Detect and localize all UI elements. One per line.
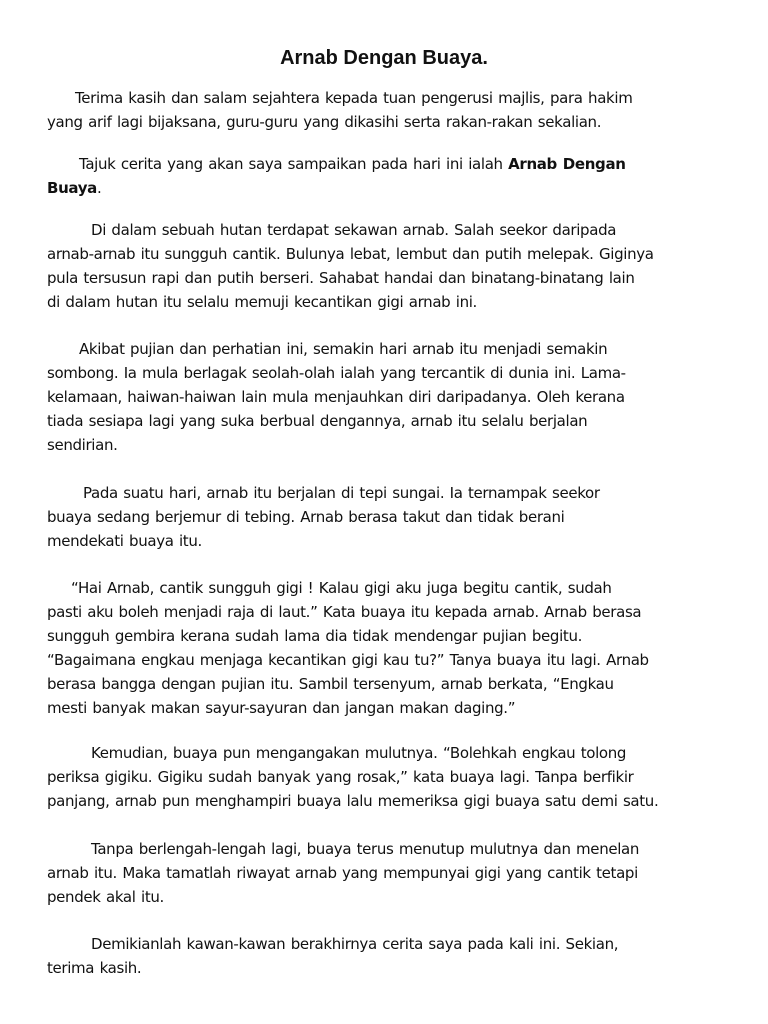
paragraph-hutan: [47, 218, 727, 314]
paragraph-kemudian: [47, 741, 727, 813]
paragraph-line: yang arif lagi bijaksana, guru-guru yang dikasihi serta rakan-rakan sekalian.: [47, 113, 602, 131]
paragraph-line: periksa gigiku. Gigiku sudah banyak yang rosak,” kata buaya lagi. Tanpa berfikir: [47, 768, 634, 786]
paragraph-line: sendirian.: [47, 436, 118, 454]
paragraph-line: “Bagaimana engkau menjaga kecantikan gigi kau tu?” Tanya buaya itu lagi. Arnab: [47, 651, 649, 669]
topic-text: Tajuk cerita yang akan saya sampaikan pada hari ini ialah: [79, 155, 509, 173]
paragraph-line: sombong. Ia mula berlagak seolah-olah ialah yang tercantik di dunia ini. Lama-: [47, 364, 626, 382]
topic-title-bold: Buaya: [47, 179, 97, 197]
paragraph-line: pasti aku boleh menjadi raja di laut.” Kata buaya itu kepada arnab. Arnab berasa: [47, 603, 642, 621]
paragraph-sungai: [47, 481, 727, 553]
paragraph-penutup: [47, 932, 727, 980]
paragraph-line: Demikianlah kawan-kawan berakhirnya cerita saya pada kali ini. Sekian,: [91, 935, 619, 953]
paragraph-line: [47, 152, 727, 176]
paragraph-dialog: [47, 576, 727, 720]
topic-title-bold: Arnab Dengan: [508, 155, 626, 173]
paragraph-line: buaya sedang berjemur di tebing. Arnab berasa takut dan tidak berani: [47, 508, 565, 526]
paragraph-line: Terima kasih dan salam sejahtera kepada tuan pengerusi majlis, para hakim: [75, 89, 633, 107]
topic-text: .: [96, 179, 102, 197]
paragraph-line: berasa bangga dengan pujian itu. Sambil tersenyum, arnab berkata, “Engkau: [47, 675, 614, 693]
paragraph-line: kelamaan, haiwan-haiwan lain mula menjauhkan diri daripadanya. Oleh kerana: [47, 388, 625, 406]
paragraph-line: arnab-arnab itu sungguh cantik. Bulunya lebat, lembut dan putih melepak. Giginya: [47, 245, 654, 263]
paragraph-line: Akibat pujian dan perhatian ini, semakin hari arnab itu menjadi semakin: [79, 340, 608, 358]
paragraph-line: Kemudian, buaya pun mengangakan mulutnya. “Bolehkah engkau tolong: [91, 744, 627, 762]
paragraph-line: “Hai Arnab, cantik sungguh gigi ! Kalau gigi aku juga begitu cantik, sudah: [71, 579, 612, 597]
paragraph-akibat: [47, 337, 727, 457]
paragraph-line: sungguh gembira kerana sudah lama dia tidak mendengar pujian begitu.: [47, 627, 583, 645]
paragraph-tamat: [47, 837, 727, 909]
paragraph-line: terima kasih.: [47, 959, 142, 977]
paragraph-line: [47, 176, 727, 200]
paragraph-line: pula tersusun rapi dan putih berseri. Sahabat handai dan binatang-binatang lain: [47, 269, 635, 287]
paragraph-line: di dalam hutan itu selalu memuji kecantikan gigi arnab ini.: [47, 293, 477, 311]
paragraph-topic: [47, 152, 727, 200]
paragraph-line: arnab itu. Maka tamatlah riwayat arnab yang mempunyai gigi yang cantik tetapi: [47, 864, 638, 882]
paragraph-line: Pada suatu hari, arnab itu berjalan di tepi sungai. Ia ternampak seekor: [83, 484, 600, 502]
paragraph-line: pendek akal itu.: [47, 888, 164, 906]
story-title: Arnab Dengan Buaya.: [280, 47, 488, 69]
paragraph-greeting: [47, 86, 727, 134]
paragraph-line: Tanpa berlengah-lengah lagi, buaya terus menutup mulutnya dan menelan: [91, 840, 640, 858]
paragraph-line: mesti banyak makan sayur-sayuran dan jangan makan daging.”: [47, 699, 516, 717]
paragraph-line: tiada sesiapa lagi yang suka berbual dengannya, arnab itu selalu berjalan: [47, 412, 588, 430]
paragraph-line: panjang, arnab pun menghampiri buaya lalu memeriksa gigi buaya satu demi satu.: [47, 792, 659, 810]
paragraph-line: Di dalam sebuah hutan terdapat sekawan arnab. Salah seekor daripada: [91, 221, 617, 239]
paragraph-line: mendekati buaya itu.: [47, 532, 202, 550]
